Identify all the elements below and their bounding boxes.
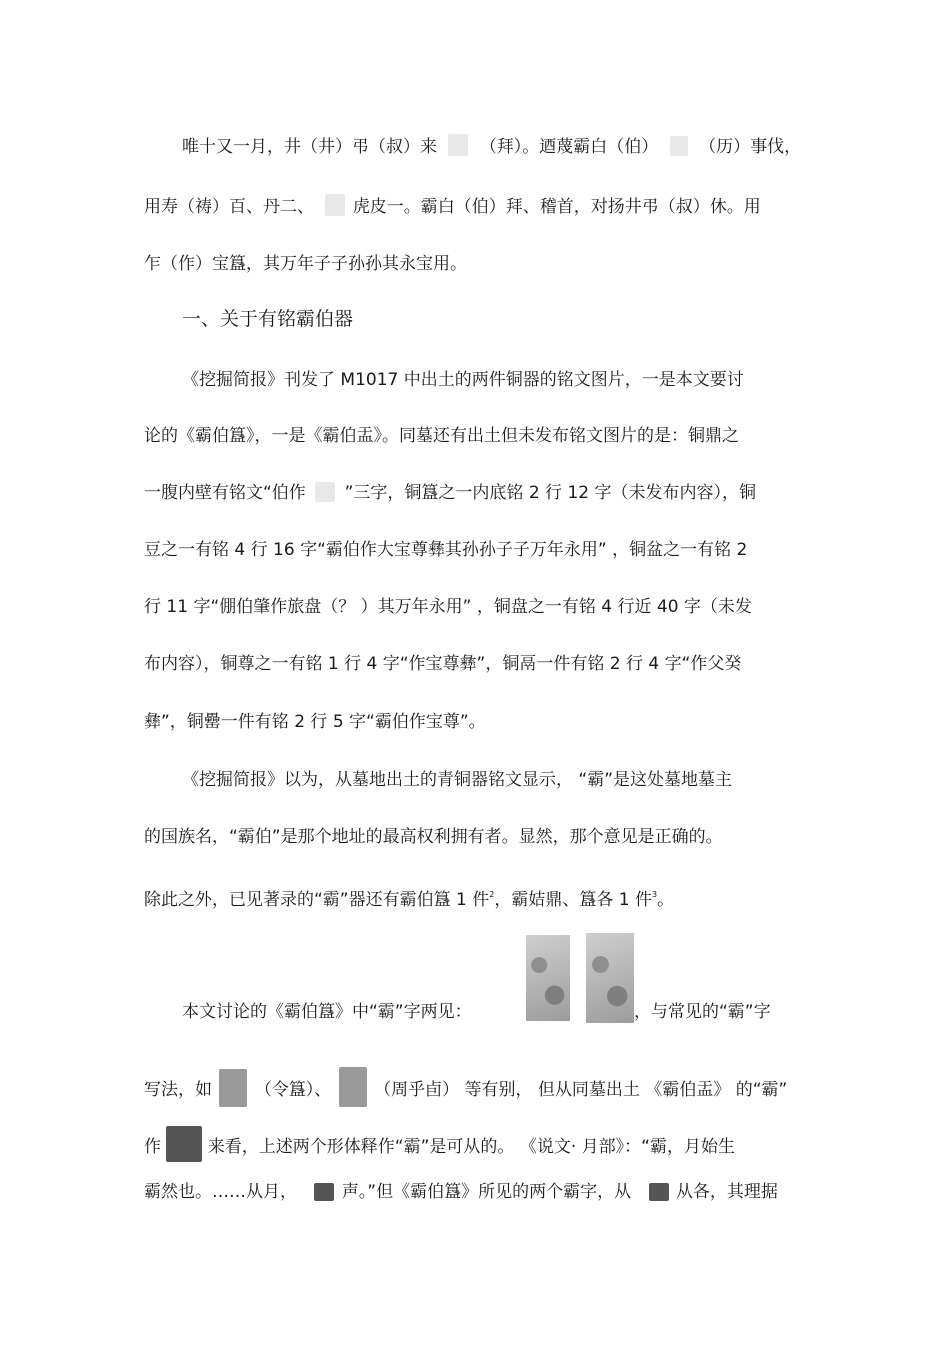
- section-heading: [182, 307, 353, 331]
- text-line: [144, 825, 723, 849]
- text-line: [144, 538, 747, 562]
- footnote-marker: 2: [489, 890, 495, 899]
- text-line: [144, 481, 756, 505]
- line-text: 霸然也。……从月，: [144, 1182, 297, 1202]
- line-text: 用寿（祷）百、丹二、: [144, 197, 314, 217]
- li-character-glyph-icon: [670, 136, 688, 156]
- text-line: [634, 1000, 771, 1024]
- line-text: 一腹内壁有铭文“伯作: [144, 483, 306, 503]
- line-text: ，与常见的“霸”字: [634, 1002, 771, 1022]
- bai-character-glyph-icon: [448, 134, 468, 156]
- text-line: [182, 768, 732, 792]
- line-text: 写法，如: [144, 1080, 212, 1100]
- text-line: [144, 710, 486, 734]
- archaic-character-glyph-icon: [325, 194, 345, 216]
- text-line: [144, 194, 761, 219]
- line-text: 的国族名，“霸伯”是那个地址的最高权利拥有者。显然，那个意见是正确的。: [144, 827, 723, 847]
- line-text: 布内容），铜尊之一有铭 1 行 4 字“作宝尊彝”，铜鬲一件有铭 2 行 4 字“作父癸: [144, 654, 742, 674]
- phonetic-component-glyph-icon: [314, 1183, 334, 1201]
- text-line: [144, 883, 674, 912]
- line-text: 虎皮一。霸白（伯）拜、稽首，对扬井弔（叔）休。用: [352, 197, 761, 217]
- text-line: [144, 252, 467, 276]
- line-text: 《挖掘简报》刊发了 M1017 中出土的两件铜器的铭文图片，一是本文要讨: [182, 370, 744, 390]
- text-line: [182, 368, 744, 392]
- line-text: 。: [657, 890, 675, 910]
- heading-text: 一、关于有铭霸伯器: [182, 308, 354, 330]
- line-text: （拜）。迺蔑霸白（伯）: [479, 137, 659, 157]
- line-text: ”三字，铜簋之一内底铭 2 行 12 字（未发布内容），铜: [344, 483, 756, 503]
- line-text: 唯十又一月，井（井）弔（叔）来: [182, 137, 437, 157]
- footnote-marker: 3: [651, 890, 658, 899]
- line-text: 本文讨论的《霸伯簋》中“霸”字两见：: [182, 1002, 472, 1022]
- text-line: [144, 424, 739, 448]
- ba-character-lingui-glyph-icon: [219, 1069, 247, 1107]
- ba-character-bayu-glyph-icon: [166, 1126, 202, 1162]
- text-line: [182, 1000, 472, 1024]
- line-text: ，霸姞鼎、簋各 1 件: [494, 890, 652, 910]
- text-line: [144, 1067, 787, 1107]
- line-text: 行 11 字“倗伯肇作旅盘（？ ）其万年永用” ，铜盘之一有铭 4 行近 40 字（未发: [144, 597, 752, 617]
- ba-character-rubbing-image: [526, 935, 570, 1021]
- text-line: [144, 595, 752, 619]
- line-text: 除此之外，已见著录的“霸”器还有霸伯簋 1 件: [144, 890, 490, 910]
- line-text: （周乎卣） 等有别， 但从同墓出土 《霸伯盂》 的“霸”: [374, 1080, 788, 1100]
- text-line: [144, 1126, 735, 1162]
- line-text: （令簋）、: [254, 1080, 332, 1100]
- phonetic-component-glyph-icon: [649, 1183, 669, 1201]
- line-text: 《挖掘简报》以为，从墓地出土的青铜器铭文显示， “霸”是这处墓地墓主: [182, 770, 733, 790]
- text-line: [144, 652, 741, 676]
- line-text: 声。”但《霸伯簋》所见的两个霸字，从: [341, 1182, 632, 1202]
- line-text: 乍（作）宝簋，其万年子子孙孙其永宝用。: [144, 254, 467, 274]
- line-text: （历）事伐，: [699, 137, 802, 157]
- text-line: [144, 1180, 778, 1204]
- line-text: 来看，上述两个形体释作“霸”是可从的。 《说文· 月部》：“霸，月始生: [207, 1137, 735, 1157]
- ba-character-rubbing-image: [586, 933, 634, 1023]
- line-text: 豆之一有铭 4 行 16 字“霸伯作大宝尊彝其孙孙子子万年永用” ，铜盆之一有铭 2: [144, 540, 748, 560]
- line-text: 从各，其理据: [675, 1182, 778, 1202]
- text-line: [182, 134, 801, 159]
- ba-character-zhouhu-glyph-icon: [339, 1067, 367, 1107]
- line-text: 论的《霸伯簋》，一是《霸伯盂》。同墓还有出土但未发布铭文图片的是：铜鼎之: [144, 426, 739, 446]
- line-text: 彝”，铜罍一件有铭 2 行 5 字“霸伯作宝尊”。: [144, 712, 486, 732]
- line-text: 作: [144, 1137, 161, 1157]
- archaic-character-glyph-icon: [315, 482, 335, 502]
